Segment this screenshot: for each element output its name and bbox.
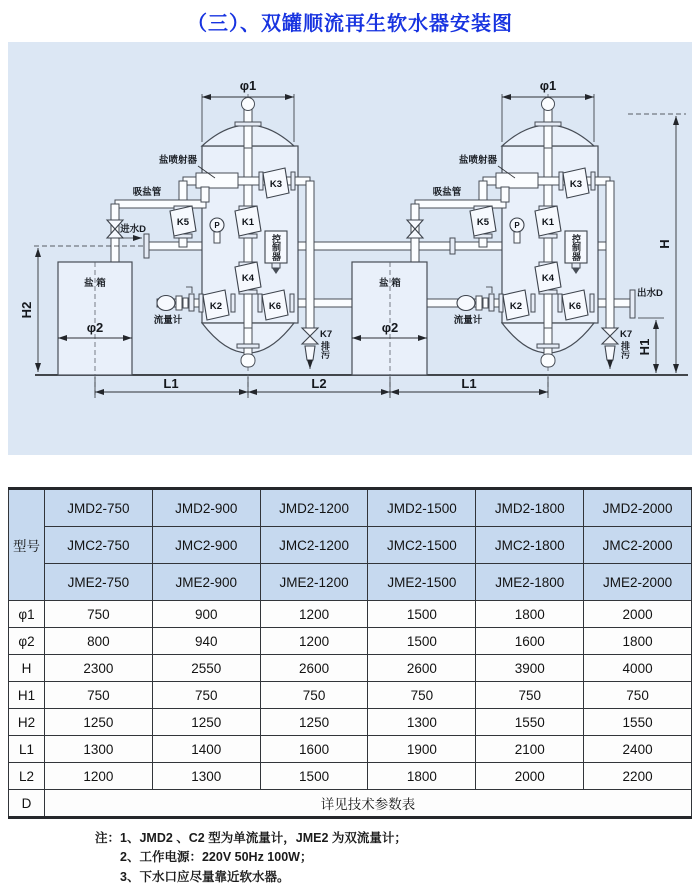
note-item-3: 3、下水口应尽量靠近软水器。 — [120, 869, 290, 884]
model-cell: JME2-1200 — [260, 564, 368, 601]
model-header-cell: 型号 — [9, 489, 45, 601]
k4-label-2: K4 — [541, 273, 555, 284]
h2-label: H2 — [19, 301, 34, 319]
k7-label-1: K7 — [320, 329, 333, 340]
phi1-label: φ1 — [239, 78, 257, 93]
model-cell: JMD2-1200 — [260, 489, 368, 527]
l1-label-left: L1 — [163, 376, 179, 391]
row-label: H2 — [9, 709, 45, 736]
flow-meter-label-2: 流量计 — [453, 315, 483, 326]
installation-diagram — [0, 42, 700, 462]
value-cell: 1250 — [260, 709, 368, 736]
k6-label-2: K6 — [568, 301, 582, 312]
controller-label-2: 控制器 — [571, 234, 581, 261]
piping-diagram-svg — [8, 42, 692, 457]
model-cell: JMD2-750 — [45, 489, 153, 527]
l1-label-right: L1 — [461, 376, 477, 391]
value-cell: 1250 — [45, 709, 153, 736]
notes-list — [120, 829, 407, 887]
value-cell: 4000 — [584, 655, 692, 682]
k6-label: K6 — [268, 301, 282, 312]
value-cell: 1600 — [476, 628, 584, 655]
drain-label-1: 排污 — [320, 341, 330, 359]
h1-label: H1 — [637, 338, 652, 356]
p-label: P — [214, 221, 220, 230]
table-row-l2 — [9, 763, 692, 790]
k1-label: K1 — [241, 217, 255, 228]
value-cell: 1500 — [368, 601, 476, 628]
row-label: φ2 — [9, 628, 45, 655]
value-cell: 750 — [584, 682, 692, 709]
value-cell: 1300 — [45, 736, 153, 763]
k5-label-2: K5 — [476, 217, 490, 228]
k5-label: K5 — [176, 217, 190, 228]
value-cell: 750 — [45, 601, 153, 628]
value-cell: 1200 — [260, 628, 368, 655]
value-cell: 750 — [476, 682, 584, 709]
h-label: H — [657, 239, 672, 249]
table-row-phi2 — [9, 628, 692, 655]
k2-label-2: K2 — [509, 301, 523, 312]
model-cell: JMC2-750 — [45, 527, 153, 564]
value-cell: 900 — [152, 601, 260, 628]
d-span-cell: 详见技术参数表 — [45, 790, 692, 818]
value-cell: 1200 — [260, 601, 368, 628]
value-cell: 1300 — [368, 709, 476, 736]
value-cell: 1550 — [476, 709, 584, 736]
model-cell: JME2-750 — [45, 564, 153, 601]
table-row-models-jmc2 — [9, 527, 692, 564]
page-title: （三）、双罐顺流再生软水器安装图 — [187, 12, 513, 35]
value-cell: 2000 — [476, 763, 584, 790]
model-cell: JMD2-2000 — [584, 489, 692, 527]
salt-suction-label-2: 吸盐管 — [432, 187, 462, 198]
model-cell: JMD2-1800 — [476, 489, 584, 527]
salt-suction-label-1: 吸盐管 — [132, 187, 162, 198]
model-cell: JME2-900 — [152, 564, 260, 601]
phi2-label-2: φ2 — [381, 320, 399, 335]
row-label: L2 — [9, 763, 45, 790]
value-cell: 2000 — [584, 601, 692, 628]
value-cell: 2550 — [152, 655, 260, 682]
value-cell: 1800 — [368, 763, 476, 790]
value-cell: 750 — [45, 682, 153, 709]
value-cell: 1400 — [152, 736, 260, 763]
value-cell: 750 — [152, 682, 260, 709]
spec-table — [8, 487, 692, 819]
note-item-2: 2、工作电源：220V 50Hz 100W； — [120, 850, 313, 865]
value-cell: 1250 — [152, 709, 260, 736]
controller-label: 控制器 — [271, 234, 281, 261]
salt-injector-label-1: 盐喷射器 — [158, 155, 198, 166]
model-cell: JMC2-900 — [152, 527, 260, 564]
value-cell: 3900 — [476, 655, 584, 682]
table-row-h2 — [9, 709, 692, 736]
salt-injector-label-2: 盐喷射器 — [458, 155, 498, 166]
value-cell: 2400 — [584, 736, 692, 763]
flow-meter-label-1: 流量计 — [153, 315, 183, 326]
phi1-label-2: φ1 — [539, 78, 557, 93]
model-cell: JMC2-1800 — [476, 527, 584, 564]
value-cell: 2600 — [368, 655, 476, 682]
value-cell: 1550 — [584, 709, 692, 736]
model-cell: JMC2-1500 — [368, 527, 476, 564]
k1-label-2: K1 — [541, 217, 555, 228]
value-cell: 1500 — [368, 628, 476, 655]
outlet-label: 出水D — [637, 288, 663, 299]
value-cell: 800 — [45, 628, 153, 655]
value-cell: 1600 — [260, 736, 368, 763]
value-cell: 2600 — [260, 655, 368, 682]
table-row-models-jme2 — [9, 564, 692, 601]
model-cell: JMC2-2000 — [584, 527, 692, 564]
k4-label: K4 — [241, 273, 255, 284]
value-cell: 750 — [260, 682, 368, 709]
k3-label: K3 — [269, 179, 283, 190]
l2-label: L2 — [311, 376, 327, 391]
model-cell: JMD2-1500 — [368, 489, 476, 527]
drain-label-2: 排污 — [620, 341, 630, 359]
value-cell: 2200 — [584, 763, 692, 790]
k3-label-2: K3 — [569, 179, 583, 190]
row-label: L1 — [9, 736, 45, 763]
salt-box-label-2: 盐 箱 — [379, 278, 401, 289]
table-row-phi1 — [9, 601, 692, 628]
row-label: H — [9, 655, 45, 682]
model-cell: JMC2-1200 — [260, 527, 368, 564]
phi2-label-1: φ2 — [86, 320, 104, 335]
model-cell: JME2-1800 — [476, 564, 584, 601]
row-label: φ1 — [9, 601, 45, 628]
p-label-2: P — [514, 221, 520, 230]
value-cell: 1900 — [368, 736, 476, 763]
value-cell: 1800 — [476, 601, 584, 628]
value-cell: 2300 — [45, 655, 153, 682]
table-row-models-jmd2 — [9, 489, 692, 527]
value-cell: 1500 — [260, 763, 368, 790]
model-cell: JME2-2000 — [584, 564, 692, 601]
table-row-l1 — [9, 736, 692, 763]
value-cell: 940 — [152, 628, 260, 655]
notes — [95, 829, 700, 887]
salt-box-label-1: 盐 箱 — [84, 278, 106, 289]
row-label: D — [9, 790, 45, 818]
table-row-d — [9, 790, 692, 818]
table-row-h1 — [9, 682, 692, 709]
value-cell: 2100 — [476, 736, 584, 763]
inlet-label: 进水D — [120, 224, 146, 235]
value-cell: 750 — [368, 682, 476, 709]
model-cell: JME2-1500 — [368, 564, 476, 601]
notes-prefix: 注： — [95, 831, 121, 845]
value-cell: 1800 — [584, 628, 692, 655]
row-label: H1 — [9, 682, 45, 709]
k7-label-2: K7 — [620, 329, 633, 340]
note-item-1: 1、JMD2 、C2 型为单流量计，JME2 为双流量计； — [120, 831, 407, 845]
value-cell: 1200 — [45, 763, 153, 790]
model-cell: JMD2-900 — [152, 489, 260, 527]
value-cell: 1300 — [152, 763, 260, 790]
table-row-h — [9, 655, 692, 682]
k2-label: K2 — [209, 301, 223, 312]
